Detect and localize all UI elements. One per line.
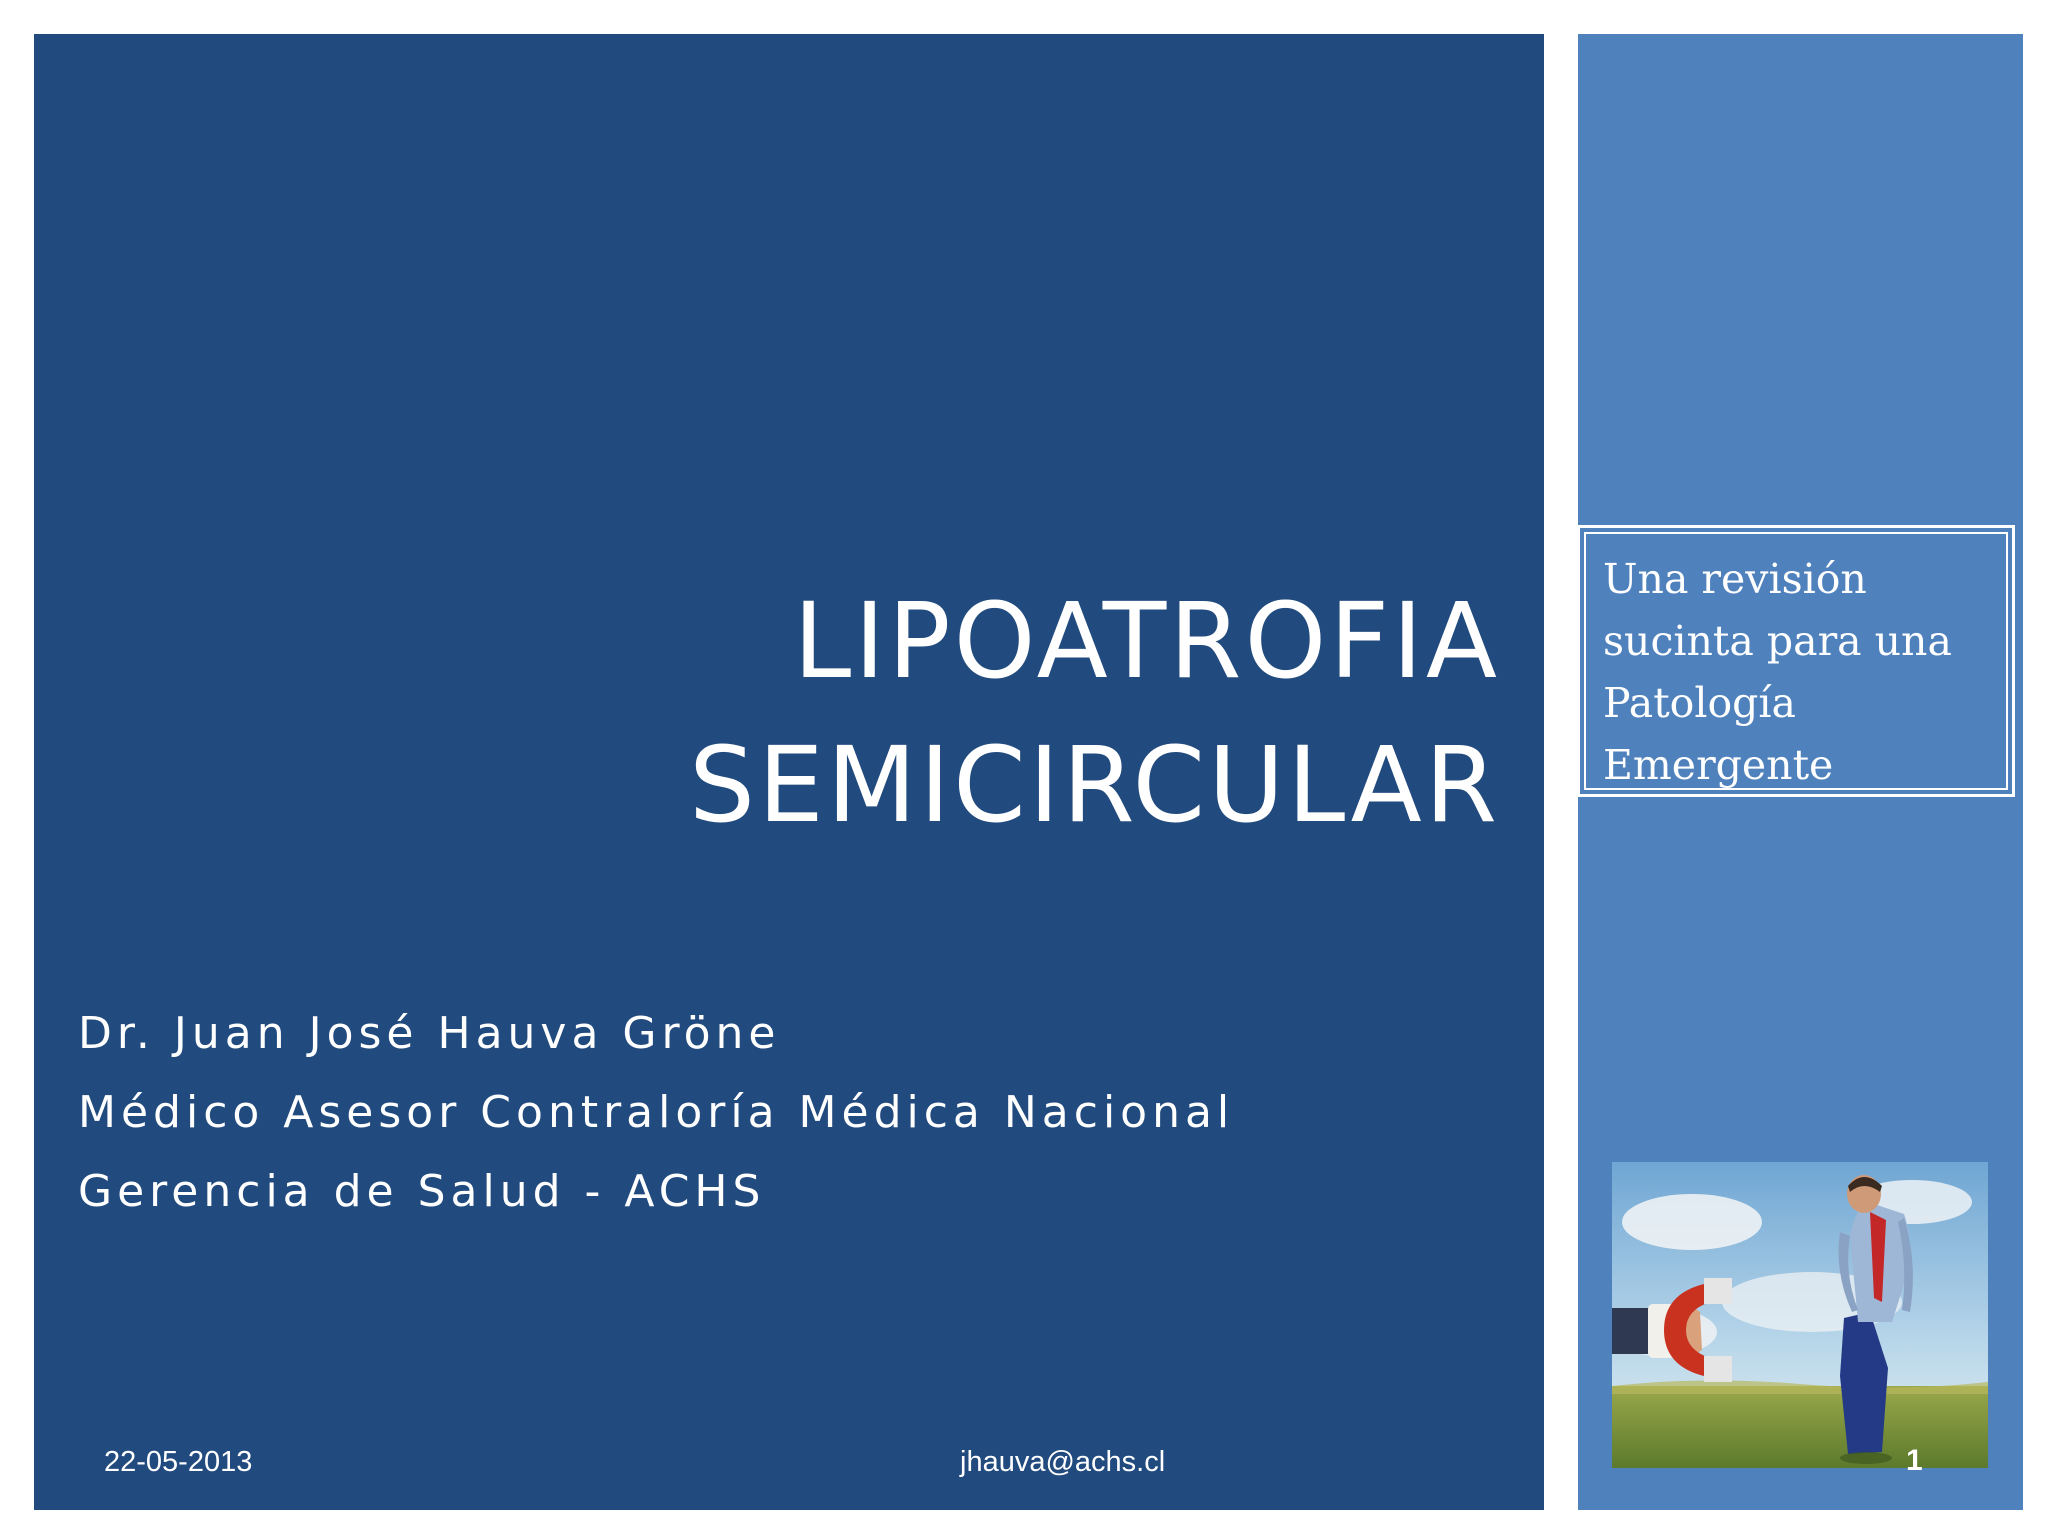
main-panel bbox=[34, 34, 1544, 1510]
presenter-info bbox=[78, 994, 1234, 1231]
subtitle-line-1: Una revisión bbox=[1603, 555, 1867, 603]
title-line-1: LIPOATROFIA bbox=[793, 580, 1500, 702]
subtitle-line-3: Patología bbox=[1603, 679, 1796, 727]
subtitle-text bbox=[1584, 532, 2008, 790]
subtitle-box bbox=[1577, 525, 2015, 797]
footer-email: jhauva@achs.cl bbox=[960, 1446, 1166, 1478]
footer-date: 22-05-2013 bbox=[104, 1446, 253, 1478]
presenter-role: Médico Asesor Contraloría Médica Nacional bbox=[78, 1087, 1235, 1138]
slide-title bbox=[689, 569, 1500, 857]
page-number: 1 bbox=[1906, 1444, 1923, 1477]
presenter-department: Gerencia de Salud - ACHS bbox=[78, 1166, 766, 1217]
presenter-name: Dr. Juan José Hauva Gröne bbox=[78, 1008, 781, 1059]
magnet-illustration bbox=[1612, 1162, 1988, 1468]
subtitle-line-4: Emergente bbox=[1603, 741, 1834, 789]
magnet-businessman-icon bbox=[1612, 1162, 1988, 1468]
subtitle-line-2: sucinta para una bbox=[1603, 617, 1952, 665]
title-line-2: SEMICIRCULAR bbox=[689, 724, 1500, 846]
